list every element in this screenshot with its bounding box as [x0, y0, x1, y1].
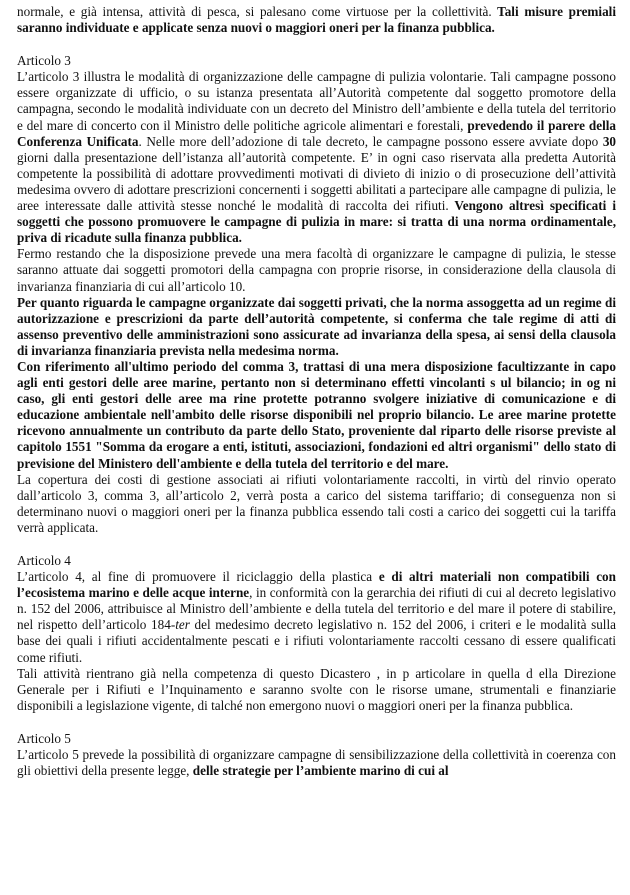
article-5-heading: Articolo 5: [17, 730, 71, 746]
article-4-section: [17, 553, 616, 714]
article-4-heading: Articolo 4: [17, 553, 71, 568]
art3-p1-text-a: L’articolo 3 illustra le modalità di organizzazione delle campagne di pulizia volontarie. Tali campagne possono essere organizzate di ufficio, o su istanza presentata all’Autorità competente dal soggetto promotore della campagna, secondo le modalità individuate con un decreto del Ministro dell’ambiente e della tutela del territorio e del mare di concerto con il Ministro delle politiche agricole alimentari e forestali,: [17, 69, 616, 133]
article-4-paragraph-2: Tali attività rientrano già nella competenza di questo Dicastero , in p articolare in quella d ella Direzione Generale per i Rifiuti e l’Inquinamento e saranno svolte con le risorse umane, strumentali e finanziarie disponibili a legislazione vigente, di talché non emergono nuovi o maggiori oneri per la finanza pubblica.: [17, 665, 616, 713]
art4-p1-text-a: L’articolo 4, al fine di promuovere il riciclaggio della plastica: [17, 569, 373, 585]
intro-text: normale, e già intensa, attività di pesca, si palesano come virtuose per la collettività.: [17, 4, 492, 19]
article-3-paragraph-3: Per quanto riguarda le campagne organizzate dai soggetti privati, che la norma assoggetta ad un regime di autorizzazione e prescrizioni da parte dell’autorità competente, si conferma che tale regime di atti di assenso preventivo delle amministrazioni sono assicurate ad invarianza della spesa, ai sensi della clausola di invarianza finanziaria prevista nella medesima norma.: [17, 294, 616, 358]
article-3-paragraph-2: Fermo restando che la disposizione prevede una mera facoltà di organizzare le campagne di pulizia, le stesse saranno attuate dai soggetti promotori della campagna con proprie risorse, in considerazione della clausola di invarianza finanziaria di cui all’articolo 10.: [17, 246, 616, 294]
article-3-paragraph-4: Con riferimento all'ultimo periodo del comma 3, trattasi di una mera disposizione facultizzante in capo agli enti gestori delle aree marine, pertanto non si determinano effetti vincolanti s ul bilancio; in og ni caso, gli enti gestori delle aree ma rine protette potranno svolgere iniziative di comunicazione e di educazione ambientale nell'ambito delle risorse disponibili nel proprio bilancio. Le aree marine protette ricevono annualmente un contributo da parte dello Stato, proveniente dal riparto delle risorse previste al capitolo 1551 "Somma da erogare a enti, istituti, associazioni, fondazioni ed altri organismi" dello stato di previsione del Ministero dell'ambiente e della tutela del territorio e del mare.: [17, 358, 616, 471]
art3-p1-text-c: . Nelle more dell’adozione di tale decreto, le campagne possono essere avviate dopo: [138, 133, 603, 149]
art5-p1-text-a: L’articolo 5 prevede la possibilità di organizzare campagne di sensibilizzazione della collettività in coerenza con gli obiettivi della presente legge,: [17, 747, 616, 779]
art3-p1-bold-b: prevedendo il parere della Conferenza Unificata: [17, 117, 617, 149]
art3-p1-bold-days: 30: [602, 133, 616, 149]
article-3-paragraph-1: [17, 69, 616, 246]
art3-p1-text-e: giorni dalla presentazione dell’istanza all’autorità competente. E’ in ogni caso riservata alla predetta Autorità competente la possibilità di adottare provvedimenti motivati di divieto di inizio o di prosecuzione dell’attività medesima ovvero di adottare prescrizioni concernenti i soggetti abilitati a partecipare alle campagne di pulizia, le aree interessate dalle attività stesse nonché le modalità di raccolta dei rifiuti.: [17, 149, 616, 214]
article-5-paragraph-1: [17, 747, 616, 779]
article-3-paragraph-5: La copertura dei costi di gestione associati ai rifiuti volontariamente raccolti, in virtù del rinvio operato dall’articolo 3, comma 3, all’articolo 2, verrà posta a carico del sistema tariffario; di conseguenza non si determinano nuovi o maggiori oneri per la finanza pubblica essendo tali costi a carico dei soggetti cui la tariffa verrà applicata.: [17, 471, 616, 535]
art4-p1-text-c: , in conformità con la gerarchia dei rifiuti di cui al decreto legislativo n. 152 del 2006, attribuisce al Ministro dell’ambiente e della tutela del territorio e del mare il potere di stabilire, nel rispetto dell’articolo 184-: [17, 585, 616, 633]
article-3-heading: Articolo 3: [17, 53, 71, 69]
art4-p1-italic-ter: ter: [175, 617, 190, 633]
art4-p1-text-e: del medesimo decreto legislativo n. 152 del 2006, i criteri e le modalità sulla base dei quali i rifiuti accidentalmente pescati e i rifiuti volontariamente raccolti cessano di essere qualificati come rifiuti.: [17, 617, 616, 665]
art5-p1-bold-b: delle strategie per l’ambiente marino di cui al: [189, 763, 449, 779]
art4-p1-bold-b: e di altri materiali non compatibili con l’ecosistema marino e delle acque interne: [17, 569, 616, 601]
article-5-section: [17, 731, 616, 779]
intro-paragraph: [17, 4, 616, 36]
article-4-paragraph-1: [17, 569, 616, 666]
article-3-section: [17, 53, 616, 536]
art3-p1-bold-f: Vengono altresì specificati i soggetti che possono promuovere le campagne di pulizia in mare: si tratta di una norma ordinamentale, priva di ricadute sulla finanza pubblica.: [17, 198, 616, 246]
intro-bold-text: Tali misure premiali saranno individuate e applicate senza nuovi o maggiori oneri per la finanza pubblica.: [17, 4, 616, 36]
